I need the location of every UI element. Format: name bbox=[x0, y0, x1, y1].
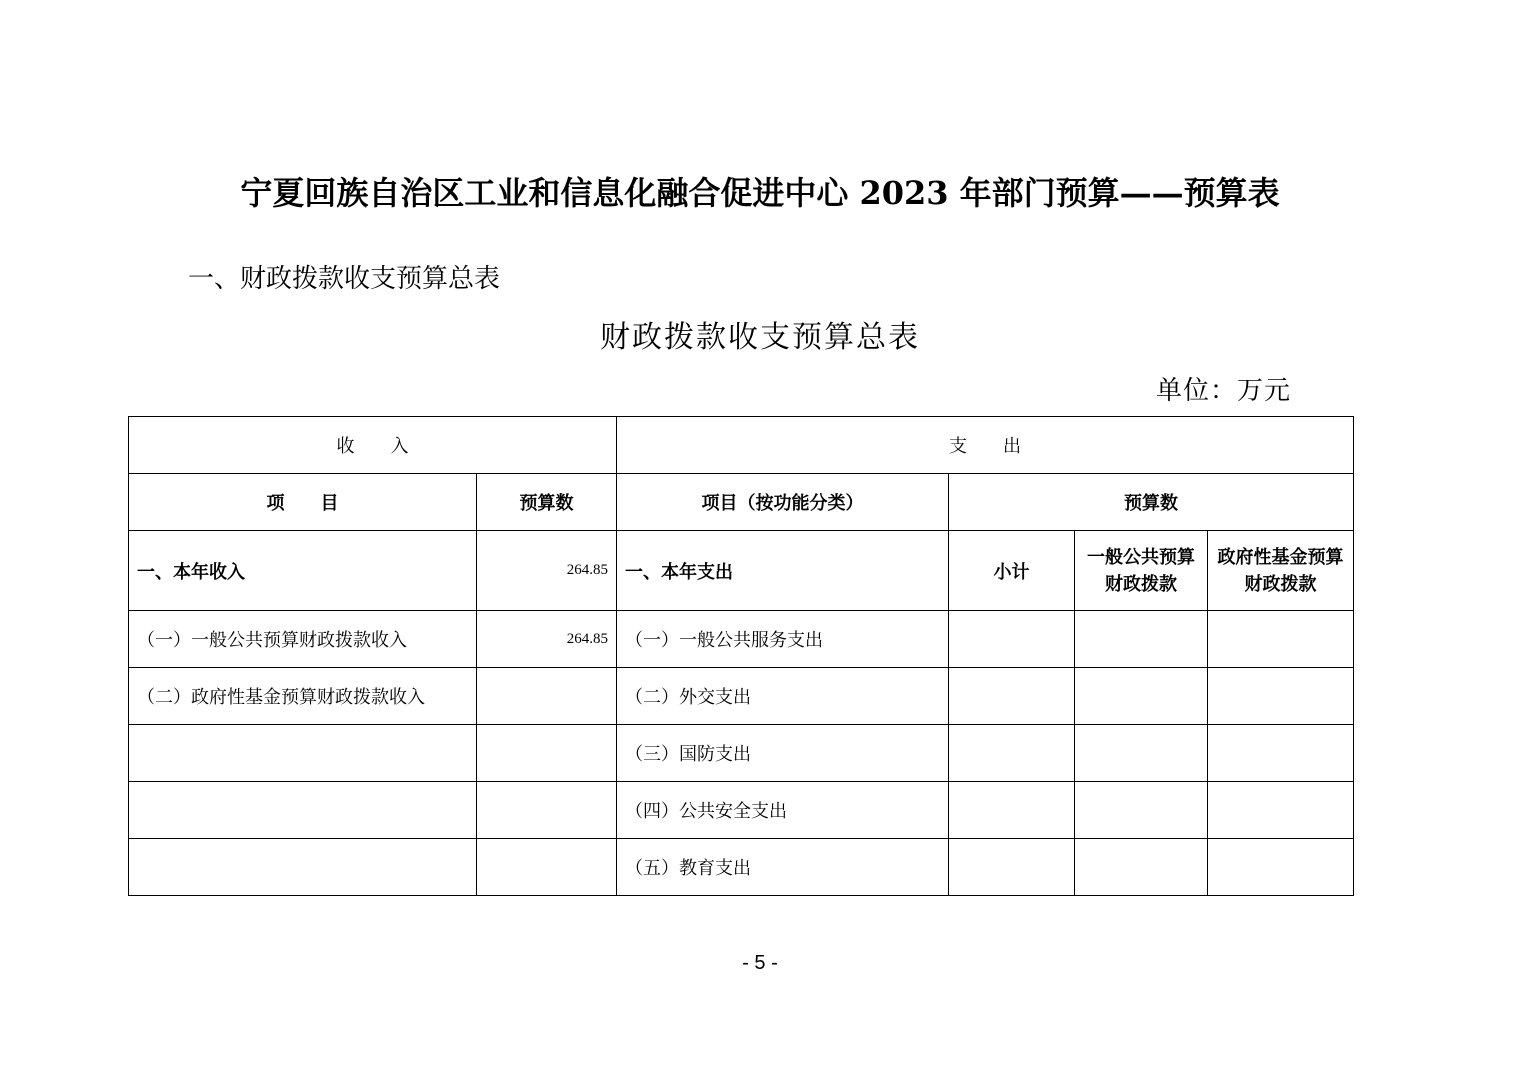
expense-item-cell: （五）教育支出 bbox=[617, 839, 949, 896]
gov-fund-cell bbox=[1208, 668, 1354, 725]
income-amount-cell bbox=[477, 782, 617, 839]
general-budget-cell bbox=[1075, 725, 1208, 782]
table-row bbox=[129, 611, 1354, 668]
income-amount-cell: 264.85 bbox=[477, 611, 617, 668]
gov-fund-cell bbox=[1208, 725, 1354, 782]
subtotal-header: 小计 bbox=[949, 531, 1075, 611]
general-budget-cell bbox=[1075, 668, 1208, 725]
expense-item-cell: （二）外交支出 bbox=[617, 668, 949, 725]
income-item-cell bbox=[129, 839, 477, 896]
expense-item-cell: （三）国防支出 bbox=[617, 725, 949, 782]
gov-fund-cell bbox=[1208, 839, 1354, 896]
page-title: 宁夏回族自治区工业和信息化融合促进中心 2023 年部门预算——预算表 bbox=[240, 174, 1280, 212]
general-budget-cell bbox=[1075, 611, 1208, 668]
table-row bbox=[129, 839, 1354, 896]
subtotal-cell bbox=[949, 611, 1075, 668]
unit-label: 单位：万元 bbox=[1156, 376, 1292, 406]
budget-table bbox=[128, 416, 1354, 896]
page-number: - 5 - bbox=[742, 952, 778, 974]
expense-item-cell: （四）公共安全支出 bbox=[617, 782, 949, 839]
subtotal-cell bbox=[949, 668, 1075, 725]
general-budget-cell bbox=[1075, 782, 1208, 839]
income-amount-cell bbox=[477, 668, 617, 725]
table-subheader-row bbox=[129, 474, 1354, 531]
income-item-header: 项 目 bbox=[129, 474, 477, 531]
income-item-cell bbox=[129, 782, 477, 839]
expense-item-cell: （一）一般公共服务支出 bbox=[617, 611, 949, 668]
subtotal-cell bbox=[949, 839, 1075, 896]
gov-fund-cell bbox=[1208, 611, 1354, 668]
table-row bbox=[129, 531, 1354, 611]
expense-budget-header: 预算数 bbox=[949, 474, 1354, 531]
income-header: 收 入 bbox=[129, 417, 617, 474]
expense-item-cell: 一、本年支出 bbox=[617, 531, 949, 611]
table-header-row bbox=[129, 417, 1354, 474]
expense-item-header: 项目（按功能分类） bbox=[617, 474, 949, 531]
expense-header: 支 出 bbox=[617, 417, 1354, 474]
income-budget-header: 预算数 bbox=[477, 474, 617, 531]
income-item-cell bbox=[129, 725, 477, 782]
income-item-cell: 一、本年收入 bbox=[129, 531, 477, 611]
table-title: 财政拨款收支预算总表 bbox=[600, 320, 920, 355]
income-amount-cell bbox=[477, 725, 617, 782]
subtotal-cell bbox=[949, 725, 1075, 782]
general-budget-header: 一般公共预算财政拨款 bbox=[1075, 531, 1208, 611]
table-row bbox=[129, 725, 1354, 782]
general-budget-cell bbox=[1075, 839, 1208, 896]
income-amount-cell: 264.85 bbox=[477, 531, 617, 611]
table-row bbox=[129, 668, 1354, 725]
gov-fund-header: 政府性基金预算财政拨款 bbox=[1208, 531, 1354, 611]
section-heading: 一、财政拨款收支预算总表 bbox=[188, 264, 501, 294]
gov-fund-cell bbox=[1208, 782, 1354, 839]
table-row bbox=[129, 782, 1354, 839]
income-item-cell: （一）一般公共预算财政拨款收入 bbox=[129, 611, 477, 668]
subtotal-cell bbox=[949, 782, 1075, 839]
income-amount-cell bbox=[477, 839, 617, 896]
income-item-cell: （二）政府性基金预算财政拨款收入 bbox=[129, 668, 477, 725]
